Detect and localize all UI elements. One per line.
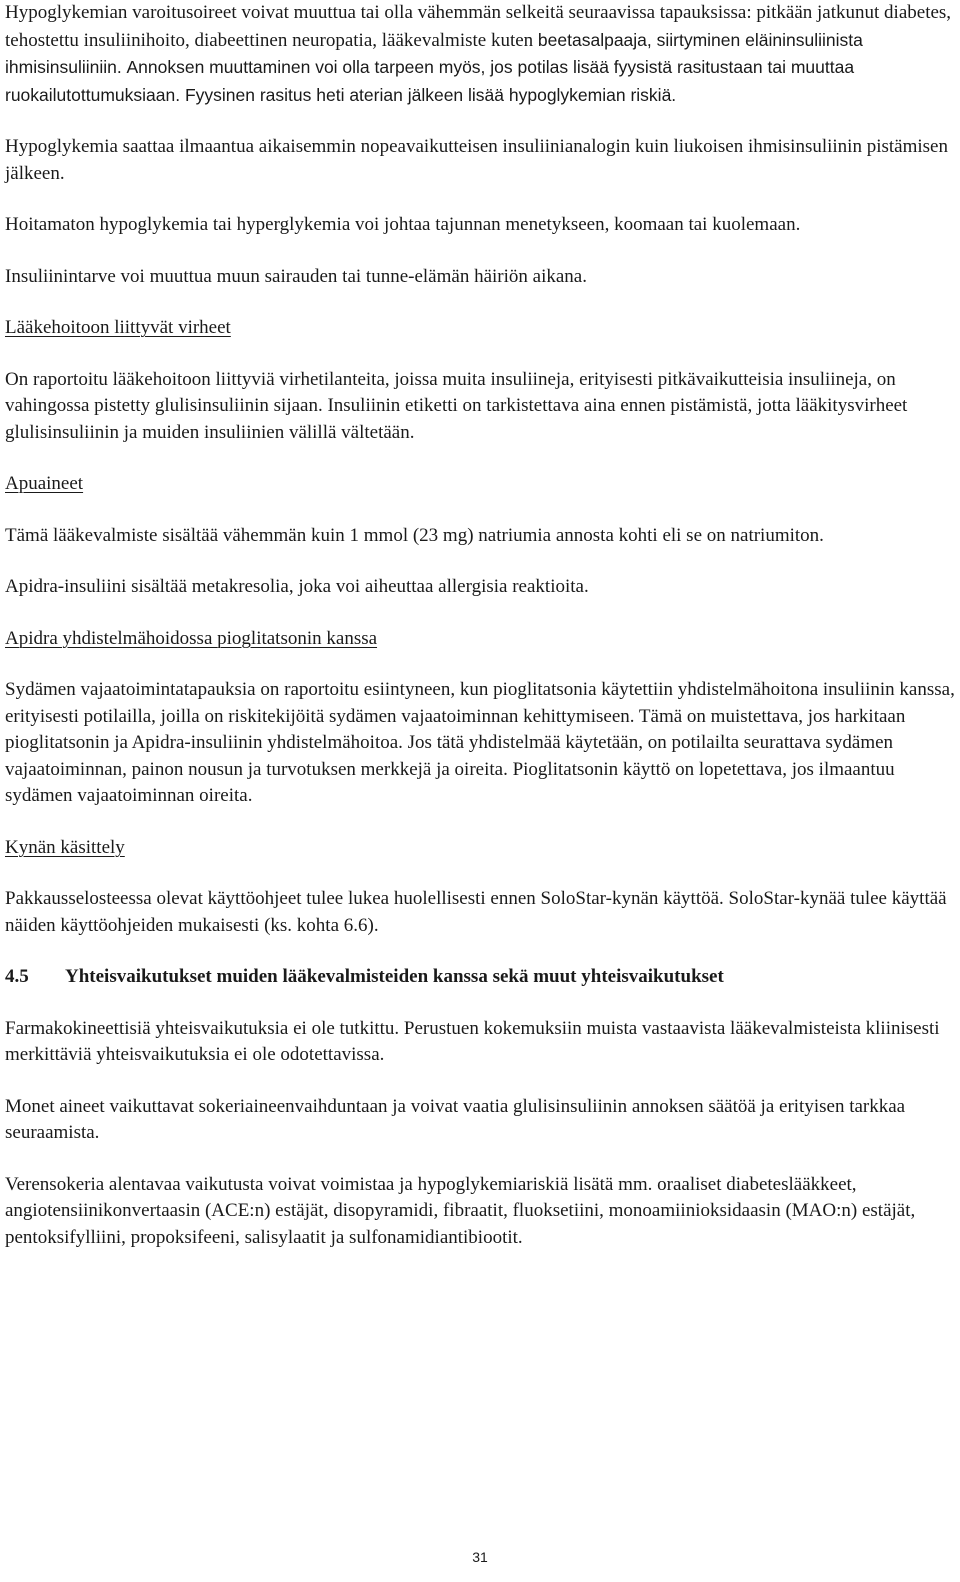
intro-text-exercise: Annoksen muuttaminen voi olla tarpeen myös, jos potilas lisää fyysistä rasitustaan tai muuttaa ruokailutottumuksiaan. Fyysinen rasitus heti aterian jälkeen lisää hypoglykemian riskiä. — [5, 57, 855, 105]
document-page — [5, 0, 957, 1251]
paragraph-pioglitazone: Sydämen vajaatoimintatapauksia on raportoitu esiintyneen, kun pioglitatsonia käytettiin yhdistelmähoitona insuliinin kanssa, erityisesti potilailla, joilla on riskitekijöitä sydämen vajaatoiminnan kehittymiseen. Tämä on muistettava, jos harkitaan pioglitatsonin ja Apidra-insuliinin yhdistelmähoitoa. Jos tätä yhdistelmää käytetään, on potilailta seurattava sydämen vajaatoiminnan, painon nousun ja turvotuksen merkkejä ja oireita. Pioglitatsonin käyttö on lopetettava, jos ilmaantuu sydämen vajaatoiminnan oireita. — [5, 679, 955, 806]
heading-pen-handling — [5, 835, 957, 862]
heading-pioglitazone-text: Apidra yhdistelmähoidossa pioglitatsonin kanssa — [5, 627, 378, 649]
paragraph-hypoglycemia-enhancers: Verensokeria alentavaa vaikutusta voivat voimistaa ja hypoglykemiariskiä lisätä mm. oraaliset diabeteslääkkeet, angiotensiinikonvertaasin (ACE:n) estäjät, disopyramidi, fibraatit, fluoksetiini, monoamiinioksidaasin (MAO:n) estäjät, pentoksifylliini, propoksifeeni, salisylaatit ja sulfonamidiantibiootit. — [5, 1173, 916, 1248]
intro-block — [5, 0, 957, 109]
intro-text-sans: beetasalpaaja, siirtyminen eläininsuliinista ihmisinsuliiniin. — [5, 29, 863, 77]
paragraph-glucose-metabolism: Monet aineet vaikuttavat sokeriaineenvaihduntaan ja voivat vaatia glulisinsuliinin annoksen säätöä ja erityisen tarkkaa seuraamista. — [5, 1095, 906, 1143]
heading-medication-errors-text: Lääkehoitoon liittyvät virheet — [5, 317, 231, 338]
heading-pioglitazone — [5, 626, 957, 653]
paragraph-pharmacokinetic: Farmakokineettisiä yhteisvaikutuksia ei ole tutkittu. Perustuen kokemuksiin muista vastaavista lääkevalmisteista kliinisesti merkittäviä yhteisvaikutuksia ei ole odotettavissa. — [5, 1017, 940, 1065]
paragraph-hypoglycemia-onset: Hypoglykemia saattaa ilmaantua aikaisemmin nopeavaikutteisen insuliinianalogin kuin liukoisen ihmisinsuliinin pistämisen jälkeen. — [5, 136, 948, 184]
heading-medication-errors — [5, 315, 957, 342]
heading-pen-handling-text: Kynän käsittely — [5, 836, 125, 858]
page-number: 31 — [472, 1549, 488, 1565]
intro-text-serif: Hypoglykemian varoitusoireet voivat muuttua tai olla vähemmän selkeitä seuraavissa tapauksissa: pitkään jatkunut diabetes, tehostettu insuliinihoito, diabeettinen neuropatia, lääkevalmiste kuten — [5, 2, 952, 51]
section-number: 4.5 — [5, 966, 29, 987]
heading-excipients — [5, 471, 957, 498]
paragraph-untreated-hypoglycemia: Hoitamaton hypoglykemia tai hyperglykemia voi johtaa tajunnan menetykseen, koomaan tai kuolemaan. — [5, 214, 801, 235]
paragraph-insulin-requirement: Insuliinintarve voi muuttua muun sairauden tai tunne-elämän häiriön aikana. — [5, 265, 587, 287]
paragraph-pen-handling: Pakkausselosteessa olevat käyttöohjeet tulee lukea huolellisesti ennen SoloStar-kynän käyttöä. SoloStar-kynää tulee käyttää näiden käyttöohjeiden mukaisesti (ks. kohta 6.6). — [5, 888, 947, 936]
paragraph-medication-errors: On raportoitu lääkehoitoon liittyviä virhetilanteita, joissa muita insuliineja, erityisesti pitkävaikutteisia insuliineja, on vahingossa pistetty glulisinsuliinin sijaan. Insuliinin etiketti on tarkistettava aina ennen pistämistä, jotta lääkitysvirheet glulisinsuliinin ja muiden insuliinien välillä vältetään. — [5, 368, 908, 443]
paragraph-metacresol: Apidra-insuliini sisältää metakresolia, joka voi aiheuttaa allergisia reaktioita. — [5, 576, 589, 597]
section-heading-4-5 — [5, 964, 957, 991]
heading-excipients-text: Apuaineet — [5, 473, 84, 494]
paragraph-sodium: Tämä lääkevalmiste sisältää vähemmän kuin 1 mmol (23 mg) natriumia annosta kohti eli se on natriumiton. — [5, 524, 824, 546]
section-title: Yhteisvaikutukset muiden lääkevalmisteiden kanssa sekä muut yhteisvaikutukset — [65, 966, 724, 987]
